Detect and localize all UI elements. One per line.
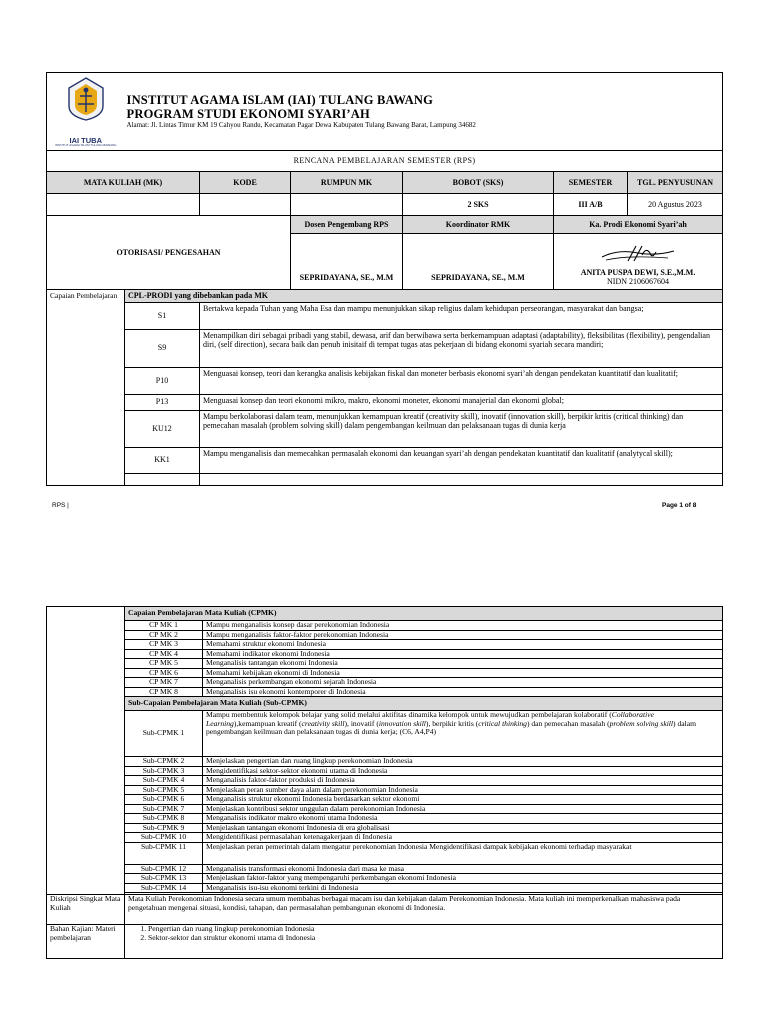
- subcpmk-code: Sub-CPMK 4: [125, 776, 203, 786]
- subcpmk-code: Sub-CPMK 8: [125, 814, 203, 824]
- header-semester: SEMESTER: [554, 171, 628, 193]
- institution-address: Alamat: Jl. Lintas Timur KM 19 Cahyou Randu, Kecamatan Pagar Dewa Kabupaten Tulang Bawang Barat, Lampung 34682: [126, 121, 476, 130]
- subcpmk-code: Sub-CPMK 9: [125, 823, 203, 833]
- deskripsi-label: Diskripsi Singkat Mata Kuliah: [47, 895, 125, 925]
- subcpmk-text: Menjelaskan tantangan ekonomi Indonesia di era globalisasi: [203, 823, 723, 833]
- value-rumpun: [291, 193, 403, 215]
- value-mata-kuliah: [47, 193, 200, 215]
- cpl-code: P10: [125, 367, 200, 394]
- cpmk-text: Mampu menganalisis konsep dasar perekonomian Indonesia: [203, 621, 723, 631]
- cpmk-code: CP MK 8: [125, 687, 203, 697]
- subcpmk-code: Sub-CPMK 14: [125, 883, 203, 893]
- subcpmk-text: Menjelaskan pengertian dan ruang lingkup perekonomian Indonesia: [203, 757, 723, 767]
- subcpmk-text: Menganalisis struktur ekonomi Indonesia berdasarkan sektor ekonomi: [203, 795, 723, 805]
- subcpmk-code: Sub-CPMK 6: [125, 795, 203, 805]
- footer-left: RPS |: [52, 502, 69, 509]
- cpmk-code: CP MK 7: [125, 678, 203, 688]
- subcpmk-text: Menjelaskan kontribusi sektor unggulan dalam perekonomian Indonesia: [203, 804, 723, 814]
- subcpmk-text: Mengidentifikasi sektor-sektor ekonomi utama di Indonesia: [203, 766, 723, 776]
- cpmk-code: CP MK 3: [125, 640, 203, 650]
- subcpmk-text: Menjelaskan peran sumber daya alam dalam perekonomian Indonesia: [203, 785, 723, 795]
- logo-cell: [47, 73, 125, 151]
- subcpmk-text: Menjelaskan peran pemerintah dalam mengatur perekonomian Indonesia Mengidentifikasi dampak kebijakan ekonomi terhadap masyarakat: [203, 842, 723, 864]
- document-title: RENCANA PEMBELAJARAN SEMESTER (RPS): [47, 151, 723, 172]
- bahan-kajian-list-cell: [125, 925, 723, 959]
- bahan-kajian-label: Bahan Kajian: Materi pembelajaran: [47, 925, 125, 959]
- university-logo: [63, 76, 109, 134]
- name-ka-prodi: ANITA PUSPA DEWI, S.E.,M.M.: [580, 267, 696, 277]
- role-koordinator-rmk: Koordinator RMK: [403, 215, 554, 233]
- cpl-text: Menguasai konsep dan teori ekonomi mikro, makro, ekonomi moneter, ekonomi manajerial dan ekonomi global;: [200, 394, 723, 410]
- rps-header-table: [46, 72, 723, 486]
- cpl-title: CPL-PRODI yang dibebankan pada MK: [125, 289, 723, 302]
- cpmk-text: Mampu menganalisis faktor-faktor perekonomian Indonesia: [203, 630, 723, 640]
- kaprodi-signature-cell: [554, 233, 723, 289]
- cpl-text: Menampilkan diri sebagai pribadi yang stabil, dewasa, arif dan berwibawa serta berkemampuan adaptasi (adaptability), fleksibilitas (flexibility), pengendalian diri, (self direction), secara baik dan penuh inisitaif di tempat tugas atas pekerjaan di bidang ekonomi syariah secara mandiri;: [200, 329, 723, 367]
- header-kode: KODE: [200, 171, 291, 193]
- subcpmk-text: Menjelaskan faktor-faktor yang mempengaruhi perkembangan ekonomi Indonesia: [203, 874, 723, 884]
- cpl-code: KK1: [125, 447, 200, 473]
- value-semester: III A/B: [554, 193, 628, 215]
- cpl-text: Mampu menganalisis dan memecahkan permasalah ekonomi dan keuangan syari’ah dengan pendekatan kuantitatif dan kualitatif (analytycal skill);: [200, 447, 723, 473]
- logo-subtext: INSTITUT AGAMA ISLAM TULANG BAWANG: [54, 143, 117, 148]
- cpl-text: Bertakwa kepada Tuhan yang Maha Esa dan mampu menunjukkan sikap religius dalam kehidupan perseorangan, masyarakat dan bangsa;: [200, 302, 723, 329]
- header-mata-kuliah: MATA KULIAH (MK): [47, 171, 200, 193]
- subcpmk-code: Sub-CPMK 10: [125, 833, 203, 843]
- subcpmk-text: Mengidentifikasi permasalahan ketenagakerjaan di Indonesia: [203, 833, 723, 843]
- footer-page-number: Page 1 of 8: [662, 502, 697, 509]
- bahan-kajian-list: [128, 925, 719, 942]
- cpl-empty-cell: [125, 473, 200, 485]
- name-dosen-pengembang: SEPRIDAYANA, SE., M.M: [291, 233, 403, 289]
- subcpmk-code: Sub-CPMK 1: [125, 711, 203, 757]
- subcpmk-code: Sub-CPMK 12: [125, 864, 203, 874]
- cpl-empty-cell: [200, 473, 723, 485]
- cpmk-code: CP MK 6: [125, 668, 203, 678]
- logo-text: IAI TUBA: [69, 135, 102, 145]
- authorization-label: OTORISASI/ PENGESAHAN: [47, 215, 291, 289]
- cpl-code: S9: [125, 329, 200, 367]
- cpmk-text: Menganalisis perkembangan ekonomi sejarah Indonesia: [203, 678, 723, 688]
- subcpmk-code: Sub-CPMK 11: [125, 842, 203, 864]
- cpmk-text: Menganalisis tantangan ekonomi Indonesia: [203, 659, 723, 669]
- subcpmk-code: Sub-CPMK 3: [125, 766, 203, 776]
- header-rumpun: RUMPUN MK: [291, 171, 403, 193]
- subcpmk-title: Sub-Capaian Pembelajaran Mata Kuliah (Sub-CPMK): [125, 697, 723, 711]
- cpmk-text: Memahami indikator ekonomi Indonesia: [203, 649, 723, 659]
- cpmk-table: [46, 606, 723, 959]
- subcpmk-1-text: Mampu membentuk kelompok belajar yang solid melalui aktifitas dinamika kelompok untuk mewujudkan pembelajaran kolaboratif (Collaborative Learning),kemampuan kreatif (creativity skill), inovatif (innovation skill), berpikir kritis (critical thinking) dan pemecahan masalah (problem solving skill) dalam pengembangan keilmuan dan pelaksanaan tugas di dunia kerja; (C6, A4,P4): [203, 711, 723, 757]
- kaprodi-nidn: NIDN 2106067604: [607, 277, 670, 287]
- cpmk-text: Memahami struktur ekonomi Indonesia: [203, 640, 723, 650]
- cpl-code: S1: [125, 302, 200, 329]
- capaian-pembelajaran-label: Capaian Pembelajaran: [47, 289, 125, 485]
- value-bobot: 2 SKS: [403, 193, 554, 215]
- header-bobot: BOBOT (SKS): [403, 171, 554, 193]
- subcpmk-text: Menganalisis indikator makro ekonomi utama Indonesia: [203, 814, 723, 824]
- cpmk-code: CP MK 5: [125, 659, 203, 669]
- cpl-code: KU12: [125, 410, 200, 447]
- cpl-code: P13: [125, 394, 200, 410]
- subcpmk-code: Sub-CPMK 7: [125, 804, 203, 814]
- signature-image: [598, 243, 678, 265]
- cpmk-code: CP MK 4: [125, 649, 203, 659]
- deskripsi-text: Mata Kuliah Perekonomian Indonesia secara umum membahas berbagai macam isu dan kebijakan dalam Perekonomian Indonesia. Mata kuliah ini memperkenalkan mahasiswa pada pengetahuan mengenai situasi, kondisi, tahapan, dan permasalahan pembangunan ekonomi di Indonesia.: [125, 895, 723, 925]
- value-kode: [200, 193, 291, 215]
- cpmk-side-cell: [47, 607, 125, 895]
- cpl-text: Menguasai konsep, teori dan kerangka analisis kebijakan fiskal dan moneter berbasis ekonomi syari’ah dengan pendekatan kuantitatif dan kualitatif;: [200, 367, 723, 394]
- name-koordinator-rmk: SEPRIDAYANA, SE., M.M: [403, 233, 554, 289]
- cpmk-text: Menganalisis isu ekonomi kontemporer di Indonesia: [203, 687, 723, 697]
- subcpmk-code: Sub-CPMK 5: [125, 785, 203, 795]
- cpl-text: Mampu berkolaborasi dalam team, menunjukkan kemampuan kreatif (creativity skill), inovatif (innovation skill), berpikir kritis (critical thinking) dan pemecahan masalah (problem solving skill) dalam pengembangan keilmuan dan pelaksanaan tugas di dunia kerja: [200, 410, 723, 447]
- bahan-kajian-item: 2. Sektor-sektor dan struktur ekonomi utama di Indonesia: [148, 934, 719, 943]
- bahan-kajian-item: 1. Pengertian dan ruang lingkup perekonomian Indonesia: [148, 925, 719, 934]
- subcpmk-text: Menganalisis faktor-faktor produksi di Indonesia: [203, 776, 723, 786]
- role-ka-prodi: Ka. Prodi Ekonomi Syari’ah: [554, 215, 723, 233]
- cpmk-code: CP MK 1: [125, 621, 203, 631]
- cpmk-text: Memahami kebijakan ekonomi di Indonesia: [203, 668, 723, 678]
- cpmk-title: Capaian Pembelajaran Mata Kuliah (CPMK): [125, 607, 723, 621]
- value-tgl-penyusunan: 20 Agustus 2023: [628, 193, 723, 215]
- institution-name: INSTITUT AGAMA ISLAM (IAI) TULANG BAWANG: [126, 92, 434, 107]
- subcpmk-code: Sub-CPMK 13: [125, 874, 203, 884]
- subcpmk-code: Sub-CPMK 2: [125, 757, 203, 767]
- header-tgl-penyusunan: TGL. PENYUSUNAN: [628, 171, 723, 193]
- subcpmk-text: Menganalisis isu-isu ekonomi terkini di Indonesia: [203, 883, 723, 893]
- program-name: PROGRAM STUDI EKONOMI SYARI’AH: [126, 106, 370, 121]
- role-dosen-pengembang: Dosen Pengembang RPS: [291, 215, 403, 233]
- cpmk-code: CP MK 2: [125, 630, 203, 640]
- subcpmk-text: Menganalisis transformasi ekonomi Indonesia dari masa ke masa: [203, 864, 723, 874]
